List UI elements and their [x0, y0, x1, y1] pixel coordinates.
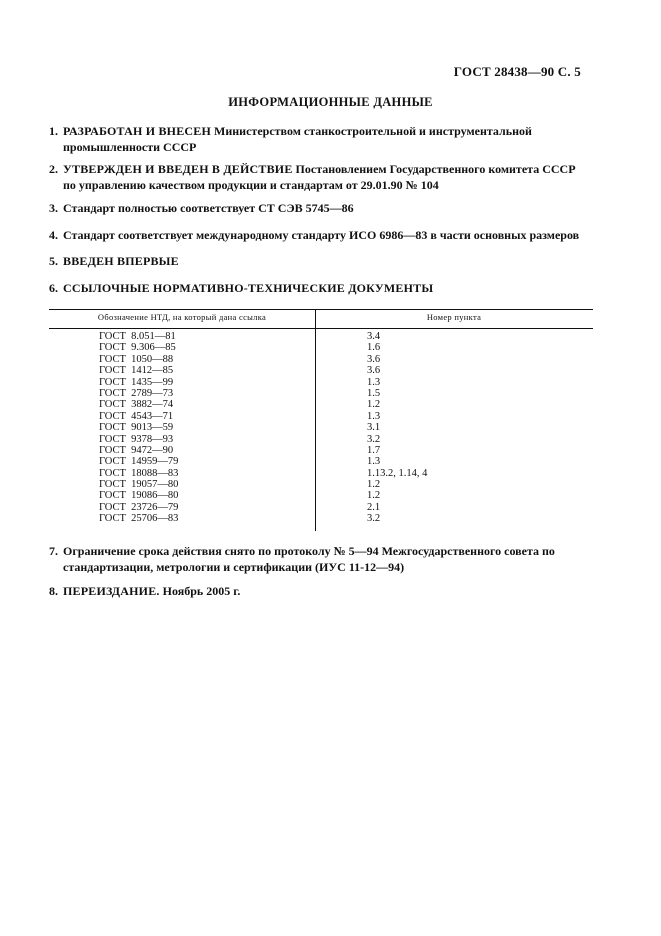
item-number: 7. — [49, 544, 58, 558]
item-lead: ССЫЛОЧНЫЕ НОРМАТИВНО-ТЕХНИЧЕСКИЕ ДОКУМЕНТЫ — [63, 281, 434, 295]
item-number: 8. — [49, 584, 58, 598]
table-row — [49, 399, 593, 410]
row-clause: 3.6 — [367, 353, 381, 365]
table-row — [49, 468, 593, 479]
table-row — [49, 342, 593, 353]
row-clause: 3.2 — [367, 513, 381, 525]
item-number: 5. — [49, 254, 58, 268]
item-lead: УТВЕРЖДЕН И ВВЕДЕН В ДЕЙСТВИЕ — [63, 162, 293, 176]
item-number: 1. — [49, 124, 58, 138]
item-number: 2. — [49, 162, 58, 176]
table-row — [49, 445, 593, 456]
table-row — [49, 422, 593, 433]
row-document: ГОСТ 3882—74 — [99, 399, 174, 411]
item-number: 6. — [49, 281, 58, 295]
info-item-4 — [49, 227, 589, 243]
item-text: Стандарт полностью соответствует СТ СЭВ 5745—86 — [63, 201, 354, 215]
row-document: ГОСТ 19057—80 — [99, 479, 179, 491]
item-lead: ПЕРЕИЗДАНИЕ. — [63, 584, 160, 598]
row-clause: 3.1 — [367, 422, 381, 434]
item-text: Министерством станкостроительной и инструментальной промышленности СССР — [63, 124, 532, 154]
table-row — [49, 354, 593, 365]
table-body — [49, 331, 593, 525]
item-lead: ВВЕДЕН ВПЕРВЫЕ — [63, 254, 179, 268]
row-document: ГОСТ 9378—93 — [99, 433, 174, 445]
table-row — [49, 331, 593, 342]
item-text: Ноябрь 2005 г. — [159, 584, 241, 598]
row-clause: 3.2 — [367, 433, 381, 445]
row-clause: 1.7 — [367, 444, 381, 456]
table-top-rule — [49, 309, 593, 310]
item-lead: РАЗРАБОТАН И ВНЕСЕН — [63, 124, 212, 138]
table-header-clause: Номер пункта — [426, 312, 482, 322]
row-document: ГОСТ 14959—79 — [99, 456, 179, 468]
row-document: ГОСТ 8.051—81 — [99, 331, 176, 342]
row-clause: 1.3 — [367, 456, 381, 468]
table-row — [49, 502, 593, 513]
item-number: 3. — [49, 201, 58, 215]
row-document: ГОСТ 2789—73 — [99, 387, 174, 399]
row-document: ГОСТ 9013—59 — [99, 422, 174, 434]
row-clause: 3.6 — [367, 365, 381, 377]
info-item-6 — [49, 280, 589, 296]
table-row — [49, 388, 593, 399]
table-row — [49, 490, 593, 501]
table-header-document: Обозначение НТД, на который дана ссылка — [97, 312, 267, 322]
row-document: ГОСТ 1050—88 — [99, 353, 174, 365]
item-text: Ограничение срока действия снято по протоколу № 5—94 Межгосударственного совета по стандартизации, метрологии и сертификации (ИУС 11-12—94) — [63, 544, 555, 574]
row-clause: 1.3 — [367, 376, 381, 388]
info-item-5 — [49, 253, 589, 269]
row-clause: 1.13.2, 1.14, 4 — [367, 467, 428, 479]
row-clause: 1.5 — [367, 387, 381, 399]
item-text: Стандарт соответствует международному стандарту ИСО 6986—83 в части основных размеров — [63, 228, 580, 242]
table-row — [49, 456, 593, 467]
table-row — [49, 377, 593, 388]
info-item-3 — [49, 200, 589, 216]
item-number: 4. — [49, 228, 58, 242]
row-clause: 1.6 — [367, 342, 381, 354]
info-item-1 — [49, 123, 589, 155]
row-document: ГОСТ 9472—90 — [99, 444, 174, 456]
row-document: ГОСТ 1412—85 — [99, 365, 174, 377]
row-document: ГОСТ 19086—80 — [99, 490, 179, 502]
row-document: ГОСТ 9.306—85 — [99, 342, 176, 354]
table-row — [49, 513, 593, 524]
row-clause: 3.4 — [367, 331, 381, 342]
page-header: ГОСТ 28438—90 С. 5 — [453, 64, 581, 79]
table-row — [49, 434, 593, 445]
info-item-7 — [49, 543, 589, 575]
item-text: Постановлением Государственного комитета СССР по управлению качеством продукции и стандартам от 29.01.90 № 104 — [63, 162, 576, 192]
table-row — [49, 411, 593, 422]
row-clause: 2.1 — [367, 501, 381, 513]
row-clause: 1.2 — [367, 399, 381, 411]
table-row — [49, 479, 593, 490]
row-clause: 1.2 — [367, 490, 381, 502]
row-clause: 1.2 — [367, 479, 381, 491]
section-title: ИНФОРМАЦИОННЫЕ ДАННЫЕ — [228, 95, 433, 109]
row-clause: 1.3 — [367, 410, 381, 422]
info-item-8 — [49, 583, 589, 599]
row-document: ГОСТ 1435—99 — [99, 376, 174, 388]
table-row — [49, 365, 593, 376]
table-header-rule — [49, 328, 593, 329]
info-item-2 — [49, 161, 589, 193]
row-document: ГОСТ 25706—83 — [99, 513, 179, 525]
row-document: ГОСТ 18088—83 — [99, 467, 179, 479]
row-document: ГОСТ 23726—79 — [99, 501, 179, 513]
row-document: ГОСТ 4543—71 — [99, 410, 174, 422]
